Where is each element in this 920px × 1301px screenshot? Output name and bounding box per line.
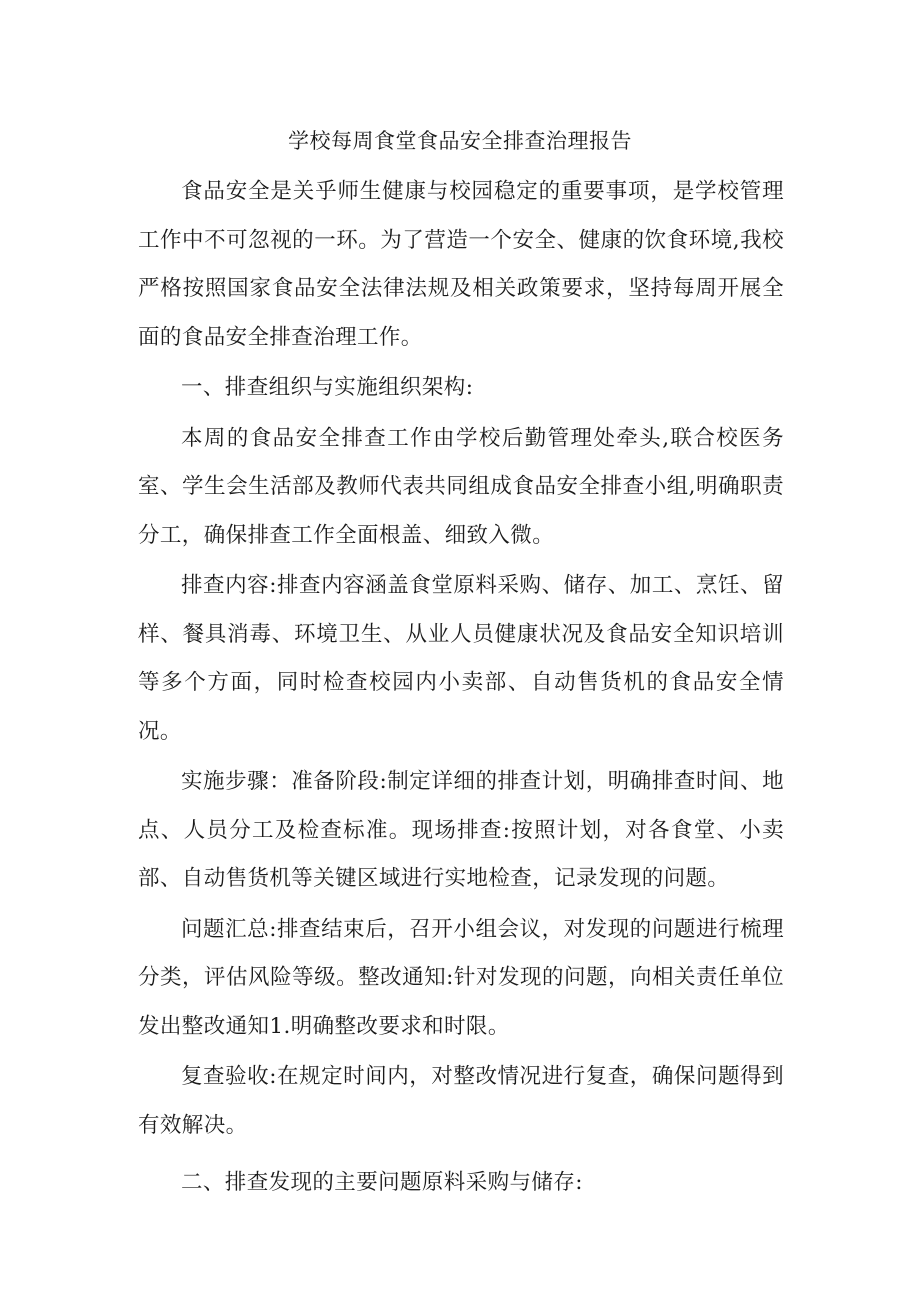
paragraph-intro: 食品安全是关乎师生健康与校园稳定的重要事项，是学校管理工作中不可忽视的一环。为了营造一个安全、健康的饮食环境,我校严格按照国家食品安全法律法规及相关政策要求，坚持每周开展全面的食品安全排查治理工作。: [138, 179, 784, 350]
section-heading-2: 二、排查发现的主要问题原料采购与储存:: [181, 1170, 583, 1195]
paragraph-review-acceptance: 复查验收:在规定时间内，对整改情况进行复查，确保问题得到有效解决。: [138, 1064, 784, 1138]
document-title: 学校每周食堂食品安全排查治理报告: [288, 129, 632, 153]
paragraph-issue-summary: 问题汇总:排查结束后，召开小组会议，对发现的问题进行梳理分类，评估风险等级。整改通知:针对发现的问题，向相关责任单位发出整改通知1.明确整改要求和时限。: [138, 916, 784, 1039]
paragraph-organization: 本周的食品安全排查工作由学校后勤管理处牵头,联合校医务室、学生会生活部及教师代表共同组成食品安全排查小组,明确职责分工，确保排查工作全面根盖、细致入微。: [138, 425, 784, 548]
section-heading-1: 一、排查组织与实施组织架构:: [181, 375, 474, 400]
document-body: [138, 168, 784, 1208]
paragraph-inspection-content: 排查内容:排查内容涵盖食堂原料采购、储存、加工、烹饪、留样、餐具消毒、环境卫生、从业人员健康状况及食品安全知识培训等多个方面，同时检查校园内小卖部、自动售货机的食品安全情况。: [138, 573, 784, 744]
paragraph-implementation-steps: 实施步骤：准备阶段:制定详细的排查计划，明确排查时间、地点、人员分工及检查标准。现场排查:按照计划，对各食堂、小卖部、自动售货机等关键区域进行实地检查，记录发现的问题。: [138, 769, 784, 891]
